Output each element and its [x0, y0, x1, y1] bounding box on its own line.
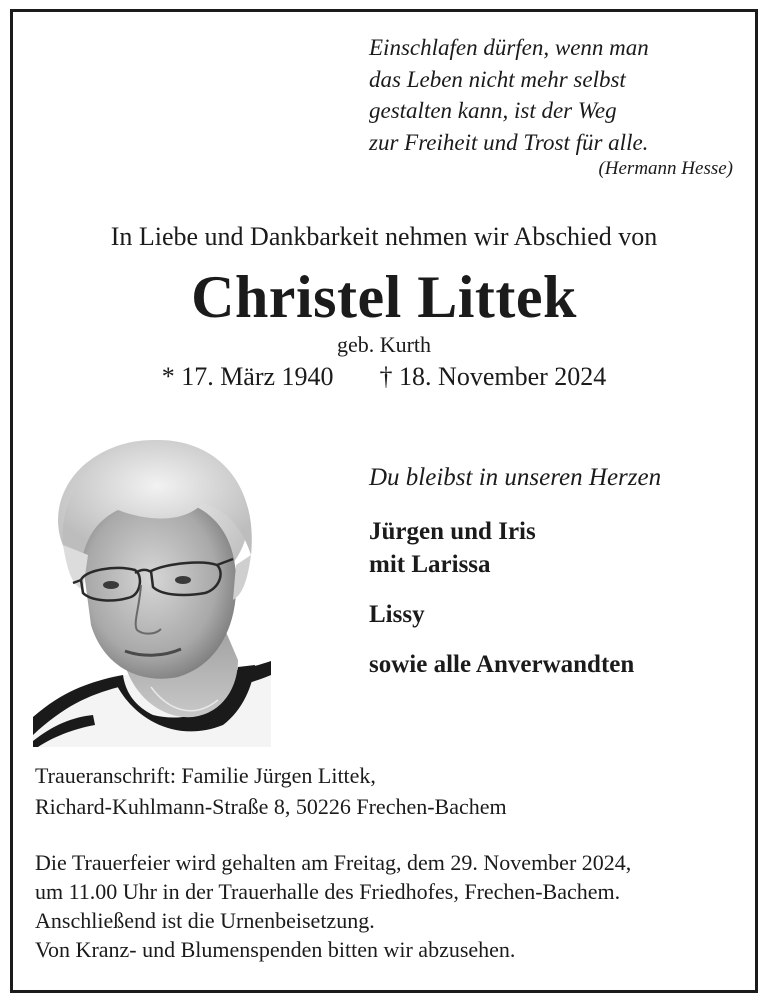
mourner-group	[369, 515, 634, 581]
service-line: Anschließend ist die Urnenbeisetzung.	[35, 908, 375, 933]
death-date: † 18. November 2024	[379, 362, 607, 391]
quote-line: Einschlafen dürfen, wenn man	[369, 35, 649, 60]
mourning-address	[35, 760, 507, 822]
quote-line: zur Freiheit und Trost für alle.	[369, 129, 649, 155]
obituary-frame	[10, 9, 758, 993]
portrait-photo	[33, 425, 271, 747]
mourner-line: Jürgen und Iris	[369, 518, 536, 545]
birth-date: * 17. März 1940	[161, 362, 334, 391]
mourner-group	[369, 598, 634, 631]
life-dates	[13, 362, 755, 392]
funeral-service-info	[35, 848, 631, 964]
service-line: Von Kranz- und Blumenspenden bitten wir abzusehen.	[35, 937, 516, 962]
intro-text: In Liebe und Dankbarkeit nehmen wir Abschied von	[110, 222, 658, 251]
quote-line: das Leben nicht mehr selbst	[369, 66, 626, 92]
address-line: Richard-Kuhlmann-Straße 8, 50226 Frechen-Bachem	[35, 794, 507, 819]
mourner-line: Lissy	[369, 601, 425, 628]
mourner-group	[369, 648, 634, 681]
birth-name: geb. Kurth	[336, 332, 432, 357]
quote-line: gestalten kann, ist der Weg	[369, 98, 617, 123]
mourner-line: mit Larissa	[369, 551, 491, 578]
deceased-name: Christel Littek	[191, 264, 577, 330]
motto-text: Du bleibst in unseren Herzen	[369, 464, 662, 491]
quote-author: (Hermann Hesse)	[598, 158, 733, 179]
address-line: Traueranschrift: Familie Jürgen Littek,	[35, 763, 376, 788]
quote-block	[369, 32, 649, 158]
service-line: um 11.00 Uhr in der Trauerhalle des Friedhofes, Frechen-Bachem.	[35, 879, 621, 904]
mourner-line: sowie alle Anverwandten	[369, 651, 635, 678]
service-line: Die Trauerfeier wird gehalten am Freitag, dem 29. November 2024,	[35, 850, 632, 875]
mourners-list	[369, 515, 634, 698]
